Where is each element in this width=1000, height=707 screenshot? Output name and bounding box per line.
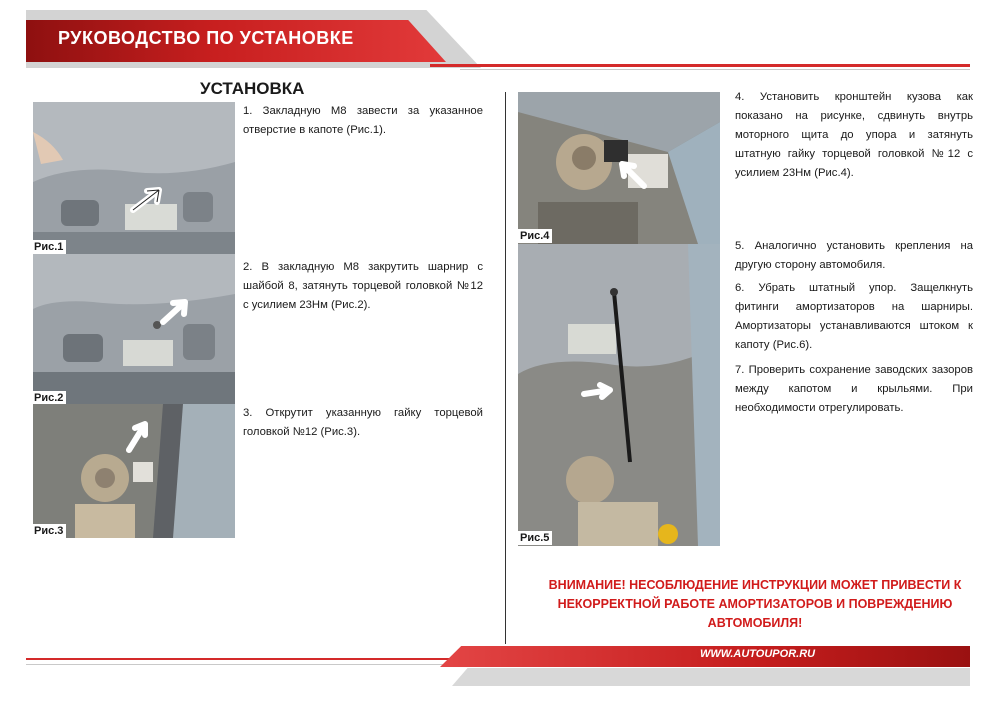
figure-2-caption: Рис.2 <box>31 391 66 405</box>
step-3-text: 3. Открутит указанную гайку торцевой головкой №12 (Рис.3). <box>243 407 483 438</box>
step-2-text: 2. В закладную М8 закрутить шарнир с шайбой 8, затянуть торцевой головкой №12 с усилием 23Нм (Рис.2). <box>243 261 483 311</box>
figure-1-photo <box>33 102 235 254</box>
step-4-text: 4. Установить кронштейн кузова как показано на рисунке, сдвинуть внутрь моторного щита до упора и затянуть штатную гайку торцевой головкой №12 с усилием 23Нм (Рис.4). <box>735 91 973 179</box>
warning-notice: ВНИМАНИЕ! НЕСОБЛЮДЕНИЕ ИНСТРУКЦИИ МОЖЕТ ПРИВЕСТИ К НЕКОРРЕКТНОЙ РАБОТЕ АМОРТИЗАТОРОВ И ПОВРЕЖДЕНИЮ АВТОМОБИЛЯ! <box>548 578 962 630</box>
figure-2-photo <box>33 254 235 404</box>
step-6-text: 6. Убрать штатный упор. Защелкнуть фитинги амортизаторов на шарниры. Амортизаторы устанавливаются штоком к капоту (Рис.6). <box>735 282 973 351</box>
figure-3-caption: Рис.3 <box>31 524 66 538</box>
step-1-text: 1. Закладную М8 завести за указанное отверстие в капоте (Рис.1). <box>243 105 483 136</box>
footer-rule-thin <box>26 664 446 665</box>
header-rule-thin <box>460 69 970 70</box>
column-divider <box>505 92 506 644</box>
figure-3-photo <box>33 404 235 538</box>
page-title: РУКОВОДСТВО ПО УСТАНОВКЕ <box>58 28 354 48</box>
figure-4-photo <box>518 92 720 244</box>
figure-5-photo <box>518 244 720 546</box>
step-5-text: 5. Аналогично установить крепления на другую сторону автомобиля. <box>735 240 973 271</box>
footer-rule <box>26 658 456 660</box>
website-url[interactable]: WWW.AUTOUPOR.RU <box>700 648 816 660</box>
step-7-text: 7. Проверить сохранение заводских зазоров между капотом и крыльями. При необходимости отрегулировать. <box>735 364 973 414</box>
section-title: УСТАНОВКА <box>200 79 305 98</box>
figure-5-caption: Рис.5 <box>517 531 552 545</box>
figure-4-caption: Рис.4 <box>517 229 552 243</box>
footer-banner-shadow <box>452 668 970 686</box>
header-rule <box>430 64 970 67</box>
figure-1-caption: Рис.1 <box>31 240 66 254</box>
